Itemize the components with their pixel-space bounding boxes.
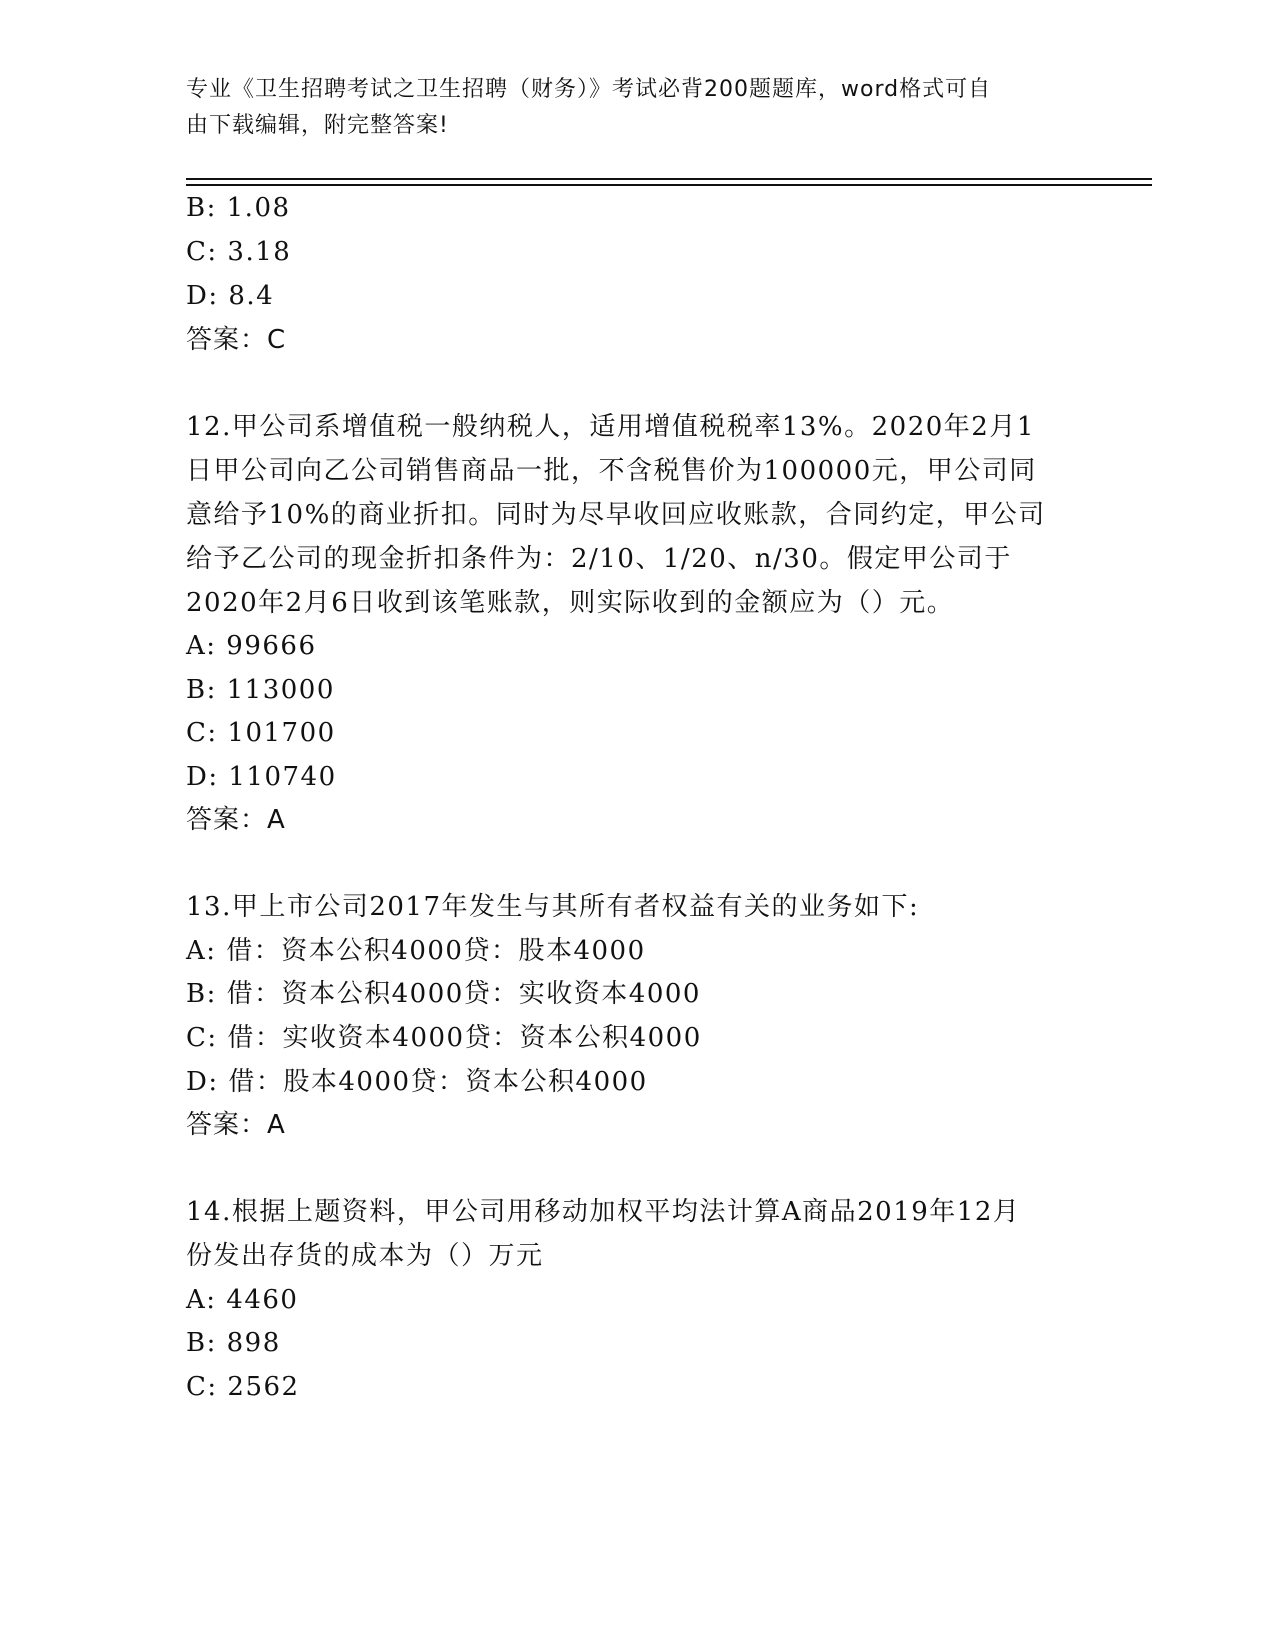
q14-option-b: B: 898 bbox=[186, 1328, 281, 1358]
q12-option-d: D: 110740 bbox=[186, 762, 337, 792]
q11-answer: 答案：C bbox=[186, 325, 287, 355]
q12-stem-line-4: 给予乙公司的现金折扣条件为：2/10、1/20、n/30。假定甲公司于 bbox=[186, 544, 1012, 574]
q13-option-b: B: 借：资本公积4000贷：实收资本4000 bbox=[186, 979, 701, 1009]
q13-answer: 答案：A bbox=[186, 1110, 286, 1140]
q12-option-a: A: 99666 bbox=[186, 631, 317, 661]
q14-stem-line-2: 份发出存货的成本为（）万元 bbox=[186, 1241, 544, 1271]
q13-option-c: C: 借：实收资本4000贷：资本公积4000 bbox=[186, 1023, 702, 1053]
q12-stem-line-1: 12.甲公司系增值税一般纳税人，适用增值税税率13%。2020年2月1 bbox=[186, 412, 1035, 442]
header-line-2: 由下载编辑，附完整答案! bbox=[186, 113, 449, 138]
q12-stem-line-5: 2020年2月6日收到该笔账款，则实际收到的金额应为（）元。 bbox=[186, 588, 955, 618]
q14-option-c: C: 2562 bbox=[186, 1372, 300, 1402]
q12-answer: 答案：A bbox=[186, 805, 286, 835]
q11-option-d: D: 8.4 bbox=[186, 281, 275, 311]
header-divider-bottom bbox=[186, 184, 1152, 186]
q12-stem-line-2: 日甲公司向乙公司销售商品一批，不含税售价为100000元，甲公司同 bbox=[186, 456, 1037, 486]
q11-option-c: C: 3.18 bbox=[186, 237, 292, 267]
q12-option-c: C: 101700 bbox=[186, 718, 336, 748]
q12-option-b: B: 113000 bbox=[186, 675, 335, 705]
q11-option-b: B: 1.08 bbox=[186, 193, 291, 223]
q14-option-a: A: 4460 bbox=[186, 1285, 299, 1315]
header-line-1: 专业《卫生招聘考试之卫生招聘（财务）》考试必背200题题库，word格式可自 bbox=[186, 77, 992, 102]
q13-option-d: D: 借：股本4000贷：资本公积4000 bbox=[186, 1067, 648, 1097]
header-divider-top bbox=[186, 178, 1152, 180]
q14-stem-line-1: 14.根据上题资料，甲公司用移动加权平均法计算A商品2019年12月 bbox=[186, 1197, 1021, 1227]
q13-option-a: A: 借：资本公积4000贷：股本4000 bbox=[186, 936, 646, 966]
q13-stem: 13.甲上市公司2017年发生与其所有者权益有关的业务如下: bbox=[186, 892, 920, 922]
document-header bbox=[186, 72, 1066, 144]
q12-stem-line-3: 意给予10%的商业折扣。同时为尽早收回应收账款，合同约定，甲公司 bbox=[186, 500, 1046, 530]
